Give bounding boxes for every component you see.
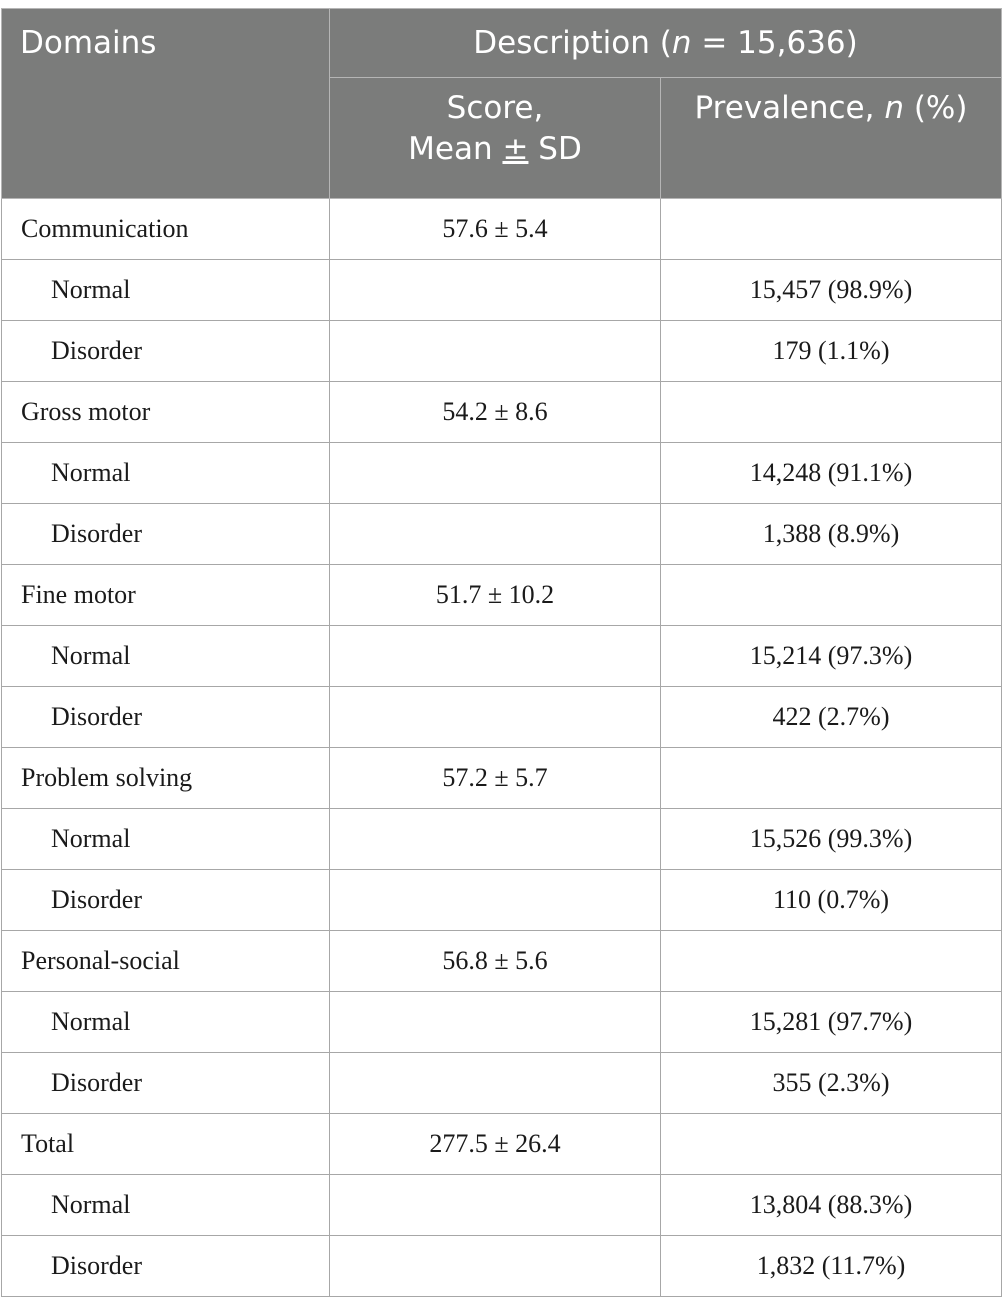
score-cell (330, 687, 661, 748)
row-label: Problem solving (2, 748, 330, 809)
table-body (2, 199, 1002, 1297)
description-n: n (671, 25, 692, 61)
score-cell: 51.7 ± 10.2 (330, 565, 661, 626)
score-cell (330, 809, 661, 870)
score-cell: 54.2 ± 8.6 (330, 382, 661, 443)
domains-header-text: Domains (20, 25, 157, 61)
row-label: Normal (2, 992, 330, 1053)
prevalence-cell (661, 1114, 1002, 1175)
table-row (2, 321, 1002, 382)
description-prefix: Description ( (473, 25, 672, 61)
score-cell (330, 321, 661, 382)
prevalence-cell (661, 748, 1002, 809)
prevalence-cell: 13,804 (88.3%) (661, 1175, 1002, 1236)
row-label: Disorder (2, 504, 330, 565)
prevalence-cell: 15,281 (97.7%) (661, 992, 1002, 1053)
score-cell (330, 443, 661, 504)
table-row (2, 992, 1002, 1053)
score-cell (330, 1175, 661, 1236)
row-label: Disorder (2, 870, 330, 931)
row-label: Personal-social (2, 931, 330, 992)
prevalence-cell: 15,214 (97.3%) (661, 626, 1002, 687)
table-row (2, 626, 1002, 687)
score-cell (330, 1236, 661, 1297)
table-row (2, 260, 1002, 321)
table-row (2, 1114, 1002, 1175)
table-row (2, 870, 1002, 931)
score-column-header (330, 78, 661, 199)
table-header (2, 9, 1002, 199)
table-row (2, 443, 1002, 504)
score-cell: 57.2 ± 5.7 (330, 748, 661, 809)
table-row (2, 931, 1002, 992)
prevalence-cell (661, 199, 1002, 260)
row-label: Disorder (2, 321, 330, 382)
row-label: Fine motor (2, 565, 330, 626)
prevalence-cell: 15,457 (98.9%) (661, 260, 1002, 321)
row-label: Normal (2, 809, 330, 870)
prevalence-cell: 14,248 (91.1%) (661, 443, 1002, 504)
table-row (2, 504, 1002, 565)
table-row (2, 199, 1002, 260)
prevalence-column-header (661, 78, 1002, 199)
prevalence-cell (661, 382, 1002, 443)
prevalence-cell: 110 (0.7%) (661, 870, 1002, 931)
score-header-pm: ± (502, 131, 529, 167)
score-cell (330, 1053, 661, 1114)
score-cell: 56.8 ± 5.6 (330, 931, 661, 992)
score-cell (330, 870, 661, 931)
score-cell (330, 992, 661, 1053)
score-header-sd: SD (528, 131, 582, 167)
row-label: Normal (2, 626, 330, 687)
score-header-mean: Mean (408, 131, 503, 167)
score-cell (330, 626, 661, 687)
row-label: Disorder (2, 687, 330, 748)
table-row (2, 748, 1002, 809)
prevalence-cell (661, 931, 1002, 992)
prevalence-cell: 1,832 (11.7%) (661, 1236, 1002, 1297)
description-suffix: = 15,636) (691, 25, 858, 61)
prevalence-cell (661, 565, 1002, 626)
prevalence-cell: 179 (1.1%) (661, 321, 1002, 382)
prevalence-prefix: Prevalence, (694, 90, 885, 126)
score-cell: 57.6 ± 5.4 (330, 199, 661, 260)
prevalence-cell: 355 (2.3%) (661, 1053, 1002, 1114)
table-row (2, 809, 1002, 870)
domains-table (1, 8, 1002, 1297)
table-row (2, 1236, 1002, 1297)
prevalence-suffix: (%) (903, 90, 968, 126)
prevalence-cell: 422 (2.7%) (661, 687, 1002, 748)
row-label: Normal (2, 443, 330, 504)
table-row (2, 1053, 1002, 1114)
row-label: Gross motor (2, 382, 330, 443)
row-label: Disorder (2, 1236, 330, 1297)
table-row (2, 1175, 1002, 1236)
prevalence-cell: 1,388 (8.9%) (661, 504, 1002, 565)
prevalence-n: n (884, 90, 904, 126)
score-header-line1: Score, (446, 90, 544, 126)
domains-column-header (2, 9, 330, 199)
score-cell (330, 260, 661, 321)
row-label: Disorder (2, 1053, 330, 1114)
score-cell: 277.5 ± 26.4 (330, 1114, 661, 1175)
score-cell (330, 504, 661, 565)
prevalence-cell: 15,526 (99.3%) (661, 809, 1002, 870)
row-label: Total (2, 1114, 330, 1175)
description-column-header (330, 9, 1002, 78)
table-row (2, 687, 1002, 748)
row-label: Normal (2, 260, 330, 321)
table-row (2, 565, 1002, 626)
table-row (2, 382, 1002, 443)
row-label: Normal (2, 1175, 330, 1236)
row-label: Communication (2, 199, 330, 260)
